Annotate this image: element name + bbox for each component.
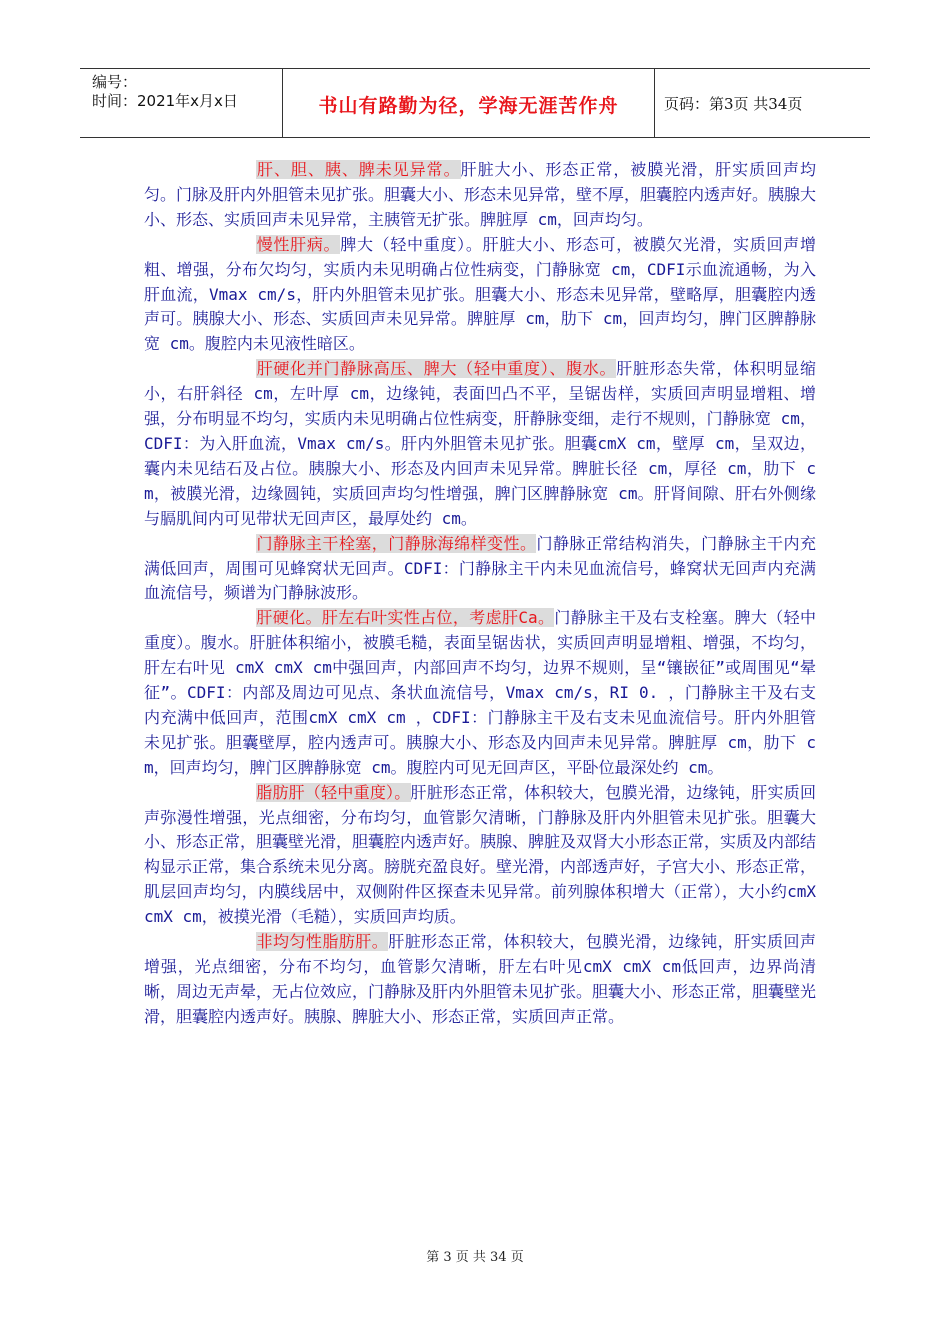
paragraph — [144, 781, 816, 930]
diagnosis-title: 肝硬化并门静脉高压、脾大（轻中重度）、腹水。 — [256, 359, 617, 379]
header-motto: 书山有路勤为径，学海无涯苦作舟 — [318, 95, 619, 117]
paragraph-text: 门静脉正常结构消失，门静脉主干内充满低回声，周围可见蜂窝状无回声。CDFI：门静脉主干内未见血流信号，蜂窝状无回声内充满血流信号，频谱为门静脉波形。 — [144, 533, 816, 603]
header-divider — [654, 69, 655, 137]
paragraph — [144, 606, 816, 780]
diagnosis-title: 慢性肝病。 — [256, 234, 341, 254]
paragraph — [144, 233, 816, 358]
diagnosis-title: 肝硬化。肝左右叶实性占位，考虑肝Ca。 — [256, 608, 555, 628]
paragraph — [144, 930, 816, 1030]
document-body — [144, 158, 816, 1030]
header-meta — [92, 73, 238, 111]
paragraph — [144, 357, 816, 531]
paragraph — [144, 158, 816, 233]
paragraph-text: 脾大（轻中重度）。肝脏大小、形态可，被膜欠光滑，实质回声增粗、增强，分布欠均匀，实质内未见明确占位性病变，门静脉宽 cm，CDFI示血流通畅，为入肝血流，Vmax cm/s，肝内外胆管未见扩张。胆囊大小、形态未见异常，壁略厚，胆囊腔内透声可。胰腺大小、形态、实质回声未见异常。脾脏厚 cm，肋下 cm，回声均匀，脾门区脾静脉宽 cm。腹腔内未见液性暗区。 — [144, 234, 816, 354]
page-header — [80, 68, 870, 138]
paragraph-text: 肝脏形态正常，体积较大，包膜光滑，边缘钝，肝实质回声增强，光点细密，分布不均匀，血管影欠清晰，肝左右叶见cmX cmX cm低回声，边界尚清晰，周边无声晕，无占位效应，门静脉及肝内外胆管未见扩张。胆囊大小、形态正常，胆囊壁光滑，胆囊腔内透声好。胰腺、脾脏大小、形态正常，实质回声正常。 — [144, 932, 817, 1026]
diagnosis-title: 脂肪肝（轻中重度）。 — [256, 782, 411, 802]
diagnosis-title: 非均匀性脂肪肝。 — [256, 932, 389, 952]
paragraph-text: 肝脏形态正常，体积较大，包膜光滑，边缘钝，肝实质回声弥漫性增强，光点细密，分布均匀，血管影欠清晰，门静脉及肝内外胆管未见扩张。胆囊大小、形态正常，胆囊壁光滑，胆囊腔内透声好。胰腺、脾脏及双肾大小形态正常，实质及内部结构显示正常，集合系统未见分离。膀胱充盈良好。壁光滑，内部透声好，子宫大小、形态正常，肌层回声均匀，内膜线居中，双侧附件区探查未见异常。前列腺体积增大（正常），大小约cmX cmX cm，被摸光滑（毛糙），实质回声均质。 — [144, 782, 817, 927]
page-footer: 第 3 页 共 34 页 — [426, 1250, 524, 1265]
time-label: 时间：2021年x月x日 — [92, 92, 238, 110]
diagnosis-title: 门静脉主干栓塞，门静脉海绵样变性。 — [256, 533, 537, 553]
serial-label: 编号： — [92, 73, 138, 91]
header-page-number: 页码：第3页 共34页 — [664, 95, 803, 113]
diagnosis-title: 肝、胆、胰、脾未见异常。 — [256, 160, 461, 179]
paragraph-text: 肝脏形态失常，体积明显缩小，右肝斜径 cm，左叶厚 cm，边缘钝，表面凹凸不平，呈锯齿样，实质回声明显增粗、增强，分布明显不均匀，实质内未见明确占位性病变，肝静脉变细，走行不规则，门静脉宽 cm，CDFI：为入肝血流，Vmax cm/s。肝内外胆管未见扩张。胆囊cmX cm，壁厚 cm，呈双边，囊内未见结石及占位。胰腺大小、形态及内回声未见异常。脾脏长径 cm，厚径 cm，肋下 cm，被膜光滑，边缘圆钝，实质回声均匀性增强，脾门区脾静脉宽 cm。肝肾间隙、肝右外侧缘与膈肌间内可见带状无回声区，最厚处约 cm。 — [144, 359, 816, 528]
paragraph-text: 肝脏大小、形态正常，被膜光滑，肝实质回声均匀。门脉及肝内外胆管未见扩张。胆囊大小、形态未见异常，壁不厚，胆囊腔内透声好。胰腺大小、形态、实质回声未见异常，主胰管无扩张。脾脏厚 cm，回声均匀。 — [144, 160, 817, 229]
paragraph — [144, 532, 816, 607]
paragraph-text: 门静脉主干及右支栓塞。脾大（轻中重度）。腹水。肝脏体积缩小，被膜毛糙，表面呈锯齿状，实质回声明显增粗、增强，不均匀，肝左右叶见 cmX cmX cm中强回声，内部回声不均匀，边界不规则，呈“镶嵌征”或周围见“晕征”。CDFI：内部及周边可见点、条状血流信号，Vmax cm/s，RI 0. ，门静脉主干及右支内充满中低回声，范围cmX cmX cm ，CDFI：门静脉主干及右支未见血流信号。肝内外胆管未见扩张。胆囊壁厚，腔内透声可。胰腺大小、形态及内回声未见异常。脾脏厚 cm，肋下 cm，回声均匀，脾门区脾静脉宽 cm。腹腔内可见无回声区，平卧位最深处约 cm。 — [144, 608, 816, 777]
